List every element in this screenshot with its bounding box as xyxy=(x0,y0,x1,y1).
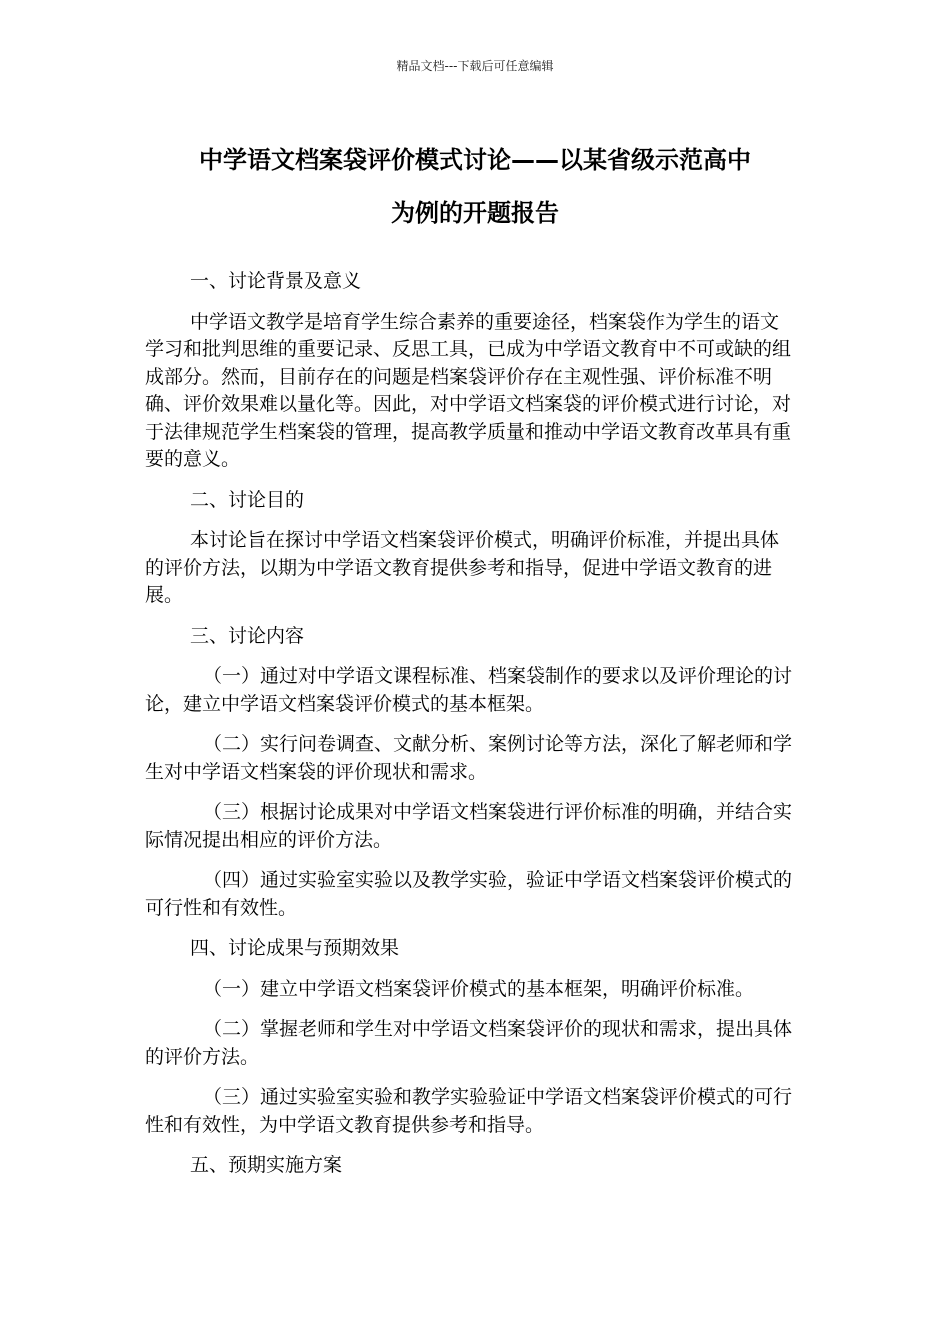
document-title-line-2: 为例的开题报告 xyxy=(391,199,559,227)
list-item-content-4: （四）通过实验室实验以及教学实验，验证中学语文档案袋评价模式的可行性和有效性。 xyxy=(145,869,793,919)
paragraph-purpose: 本讨论旨在探讨中学语文档案袋评价模式，明确评价标准，并提出具体的评价方法，以期为中学语文教育提供参考和指导，促进中学语文教育的进展。 xyxy=(145,529,780,606)
document-body xyxy=(145,268,795,1180)
section-heading-plan: 五、预期实施方案 xyxy=(190,1154,343,1176)
document-title-line-1: 中学语文档案袋评价模式讨论——以某省级示范高中 xyxy=(199,146,751,174)
list-item-results-1: （一）建立中学语文档案袋评价模式的基本框架，明确评价标准。 xyxy=(203,977,755,1000)
list-item-content-1: （一）通过对中学语文课程标准、档案袋制作的要求以及评价理论的讨论，建立中学语文档案袋评价模式的基本框架。 xyxy=(145,665,793,715)
list-item-content-2: （二）实行问卷调查、文献分析、案例讨论等方法，深化了解老师和学生对中学语文档案袋的评价现状和需求。 xyxy=(145,733,793,783)
list-item-content-3: （三）根据讨论成果对中学语文档案袋进行评价标准的明确，并结合实际情况提出相应的评价方法。 xyxy=(145,801,793,851)
page-header-note: 精品文档---下载后可任意编辑 xyxy=(396,59,554,73)
section-heading-content: 三、讨论内容 xyxy=(190,624,305,647)
section-heading-background: 一、讨论背景及意义 xyxy=(190,270,362,292)
section-heading-results: 四、讨论成果与预期效果 xyxy=(190,937,400,959)
paragraph-background: 中学语文教学是培育学生综合素养的重要途径，档案袋作为学生的语文学习和批判思维的重要记录、反思工具，已成为中学语文教育中不可或缺的组成部分。然而，目前存在的问题是档案袋评价存在主观性强、评价标准不明确、评价效果难以量化等。因此，对中学语文档案袋的评价模式进行讨论，对于法律规范学生档案袋的管理，提高教学质量和推动中学语文教育改革具有重要的意义。 xyxy=(145,310,792,470)
list-item-results-2: （二）掌握老师和学生对中学语文档案袋评价的现状和需求，提出具体的评价方法。 xyxy=(145,1018,793,1068)
section-heading-purpose: 二、讨论目的 xyxy=(190,488,305,511)
list-item-results-3: （三）通过实验室实验和教学实验验证中学语文档案袋评价模式的可行性和有效性，为中学语文教育提供参考和指导。 xyxy=(145,1086,793,1136)
